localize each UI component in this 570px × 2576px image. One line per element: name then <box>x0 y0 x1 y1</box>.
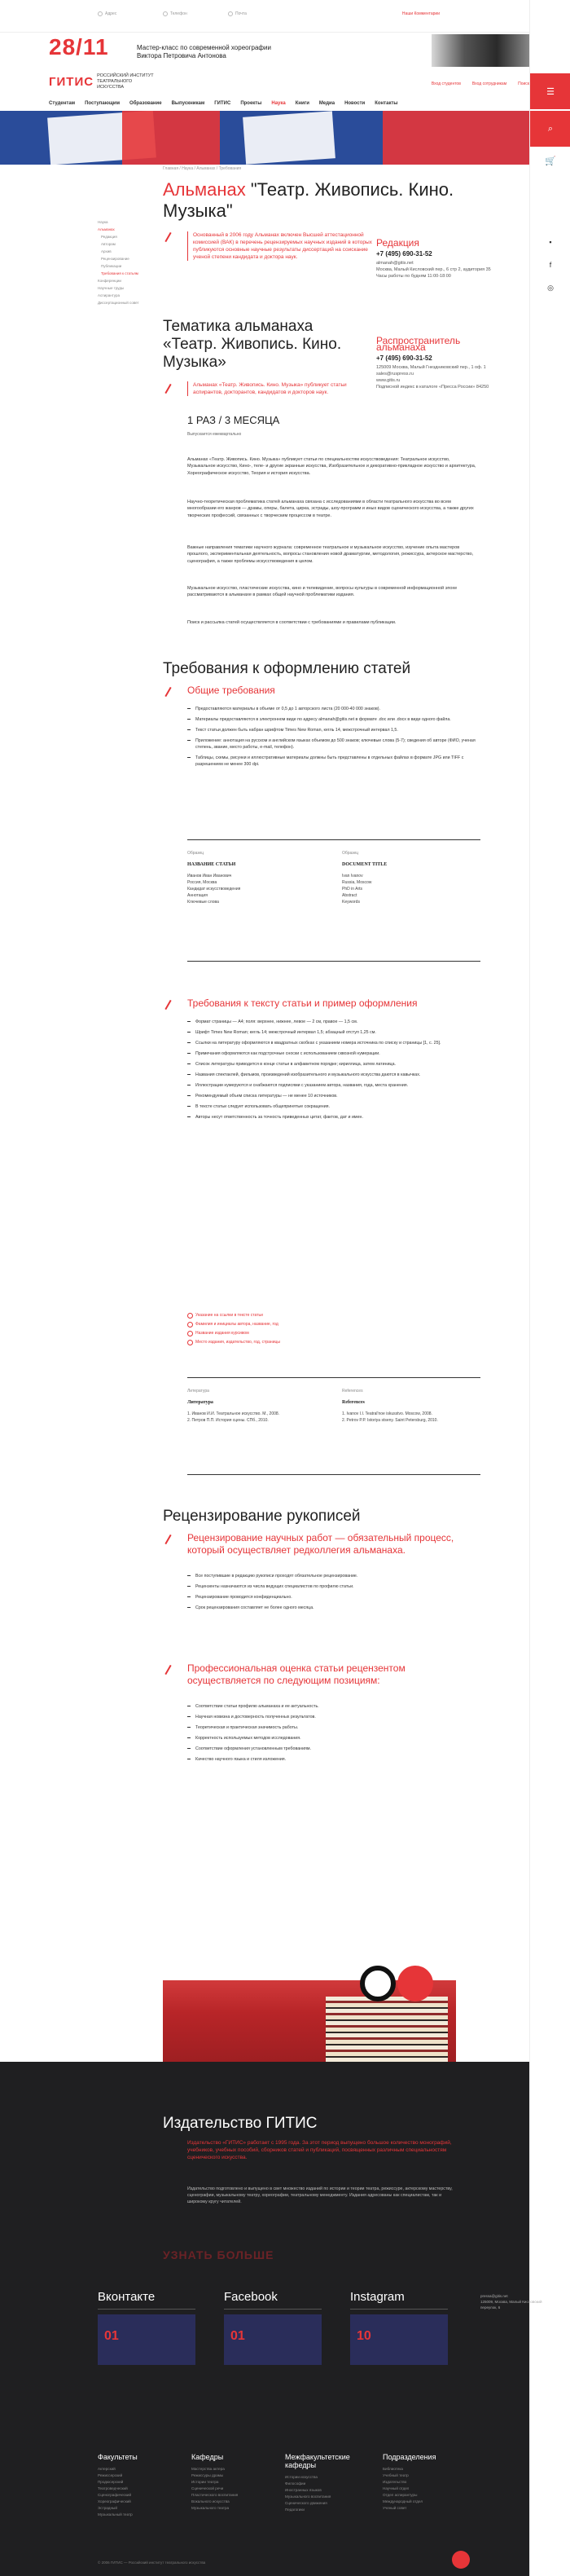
accent-bar <box>164 1535 171 1544</box>
footer-link[interactable]: Отдел аспирантуры <box>383 2493 418 2497</box>
scroll-top-button[interactable] <box>452 2551 470 2569</box>
section-nav-item[interactable]: Конференции <box>98 279 121 283</box>
staff-login-link[interactable]: Вход сотрудникам <box>471 81 507 86</box>
page-title-wrap <box>163 179 489 222</box>
accent-bar <box>164 384 171 394</box>
format-list <box>187 1019 480 1125</box>
sample-line: Russia, Moscow <box>342 880 372 885</box>
facebook-feed[interactable] <box>224 2290 322 2365</box>
logo[interactable] <box>49 73 154 90</box>
search-icon: ⌕ <box>547 123 554 134</box>
facebook-icon: f <box>549 261 552 269</box>
section-nav-item-active[interactable]: Требования к статьям <box>101 271 138 275</box>
list-item: Авторы несут ответственность за точность приведенных цитат, фактов, дат и имен. <box>187 1114 480 1121</box>
requirements-title: Требования к оформлению статей <box>163 660 411 677</box>
references-label: Литература <box>187 1389 209 1394</box>
menu-button[interactable] <box>530 73 570 109</box>
sample-line: Keywords <box>342 900 360 905</box>
reference-line: 1. Ivanov I.I. Teatral'noe iskusstvo. Moscow, 2008. <box>342 1411 432 1416</box>
section-nav-item[interactable]: Авторам <box>101 242 116 246</box>
footer-address: 125009, Москва, Малый Кисловский переулок, 6 <box>480 2300 542 2310</box>
footer-link[interactable]: Музыкального театра <box>191 2506 230 2510</box>
list-item: Рекомендуемый объем списка литературы — не менее 10 источников. <box>187 1093 480 1099</box>
topbar-text: Адрес <box>105 11 117 16</box>
vk-icon: ▪ <box>549 238 552 246</box>
copyright: © 2006 ГИТИС — Российский институт театрального искусства <box>98 2561 206 2565</box>
list-item: Предоставляются материалы в объеме от 0,5 до 1 авторского листа (20 000-40 000 знаков). <box>187 706 480 712</box>
feed-thumb-num: 01 <box>104 2329 119 2343</box>
general-title: Общие требования <box>187 685 275 696</box>
reference-line: 2. Петров П.П. История сцены. СПб., 2010. <box>187 1418 269 1423</box>
section-nav <box>98 218 147 306</box>
feed-thumb-num: 01 <box>230 2329 245 2343</box>
topbar-link[interactable]: Наши Комментарии <box>401 11 440 16</box>
nav-item-active[interactable]: Наука <box>271 101 286 106</box>
list-item: Приложение: аннотация на русском и английском языках объемом до 500 знаков; ключевые слова (5-7); сведения об авторе (ФИО, ученая степень, звание, место работы, e-mail, телефон). <box>187 738 480 751</box>
list-item: Научная новизна и достоверность полученных результатов. <box>187 1714 480 1720</box>
list-item: В тексте статьи следует использовать общепринятые сокращения. <box>187 1103 480 1110</box>
distributor-address: 125009 Москва, Малый Гнездниковский пер., 1 оф. 1 <box>376 365 486 370</box>
references-col-ru <box>187 1388 326 1424</box>
footer-link[interactable]: Музыкального воспитания <box>285 2495 331 2499</box>
location-icon <box>98 11 103 16</box>
editorial-email[interactable]: almanah@gitis.net <box>376 261 414 266</box>
review-criteria-list <box>187 1703 480 1767</box>
topbar-item[interactable] <box>163 11 187 16</box>
feed-title: Вконтакте <box>98 2290 156 2304</box>
list-item: Примечания оформляются как подстрочные сноски с использованием сквозной нумерации. <box>187 1050 480 1057</box>
right-sidebar <box>529 0 570 2576</box>
decor-circle <box>397 1966 433 2001</box>
footer-link[interactable]: Театроведческий <box>98 2486 128 2490</box>
footer-column <box>191 2453 281 2512</box>
footer-link[interactable]: Режиссерский <box>98 2473 123 2477</box>
list-item: Формат страницы — А4; поля: верхнее, нижнее, левое — 2 см, правое — 1,5 см. <box>187 1019 480 1025</box>
book-stack <box>326 1997 448 2062</box>
editorial-address: Москва, Малый Кисловский пер., 6 стр 2, аудитория 35 <box>376 267 491 272</box>
footer-column <box>285 2453 375 2513</box>
facebook-link[interactable] <box>530 261 570 269</box>
notes-list <box>187 1312 480 1348</box>
sample-title: НАЗВАНИЕ СТАТЬИ <box>187 862 236 867</box>
nav-item[interactable]: Студентам <box>49 101 76 106</box>
footer-link[interactable]: Пластического воспитания <box>191 2493 239 2497</box>
sample-col-ru <box>187 850 326 905</box>
section-nav-item-active[interactable]: Альманах <box>98 227 115 231</box>
search-button[interactable] <box>530 111 570 147</box>
footer-column-title: Кафедры <box>191 2453 224 2461</box>
title-rest: "Театр. Живопись. Кино. Музыка" <box>163 179 454 221</box>
review-sub: Профессиональная оценка статьи рецензентом осуществляется по следующим позициям: <box>187 1662 406 1686</box>
references-label: References <box>342 1389 363 1394</box>
topbar-text: Телефон <box>170 11 187 16</box>
list-item: Рецензирование проводится конфиденциально. <box>187 1594 480 1601</box>
editorial-contacts <box>376 236 498 280</box>
thematic-paragraph: Важные направления тематики научного журнала: современное театральное и музыкальное искусство, изучение опыта мастеров прошлого, экспериментальная деятельность, вопросы становления новой драматургии, методология, режиссура, актерское мастерство, сценография, а также проблемы искусствоведения в целом. <box>187 545 474 564</box>
footer-column <box>383 2453 472 2512</box>
note-item: Указание на ссылки в тексте статьи <box>187 1312 480 1319</box>
accent-bar <box>164 232 171 242</box>
footer-link[interactable]: Вокального искусства <box>191 2499 230 2503</box>
footer-link[interactable]: Продюсерский <box>98 2480 124 2484</box>
thematic-paragraph: Музыкальное искусство, пластические искусства, кино и телевидение, вопросы культуры в современной информационной эпохе рассматриваются в альманахе в рамках общей научной проблематики издания. <box>187 586 458 598</box>
footer-link[interactable]: Хореографический <box>98 2499 131 2503</box>
footer-link[interactable]: Библиотека <box>383 2467 403 2471</box>
vk-link[interactable] <box>530 238 570 246</box>
list-item: Текст статьи должен быть набран шрифтом Times New Roman, кегль 14, межстрочный интервал 1,5. <box>187 727 480 733</box>
instagram-icon: ◎ <box>547 284 554 292</box>
list-item: Соответствие статьи профилю альманаха и ее актуальность. <box>187 1703 480 1710</box>
footer-contacts <box>480 2293 546 2310</box>
footer-link[interactable]: Издательство <box>383 2480 407 2484</box>
review-list <box>187 1573 480 1615</box>
editorial-title: Редакция <box>376 237 419 249</box>
footer-link[interactable]: Учебный театр <box>383 2473 409 2477</box>
footer-column-title: Подразделения <box>383 2453 436 2461</box>
list-item: Соответствие оформления установленным требованиям. <box>187 1746 480 1752</box>
feed-thumb[interactable] <box>224 2314 322 2365</box>
page-title <box>163 179 489 222</box>
feed-thumb-num: 10 <box>357 2329 371 2343</box>
event-text: Мастер-класс по современной хореографии Виктора Петровича Антонова <box>137 44 271 59</box>
format-title: Требования к тексту статьи и пример оформления <box>187 997 418 1009</box>
reference-line: 1. Иванов И.И. Театральное искусство. М., 2008. <box>187 1411 280 1416</box>
references-col-en <box>342 1388 480 1424</box>
nav-item[interactable]: Книги <box>295 101 309 106</box>
accent-bar <box>164 687 171 697</box>
nav-item[interactable]: Выпускникам <box>171 101 205 106</box>
nav-item[interactable]: Новости <box>344 101 366 106</box>
list-item: Качество научного языка и стиля изложения. <box>187 1756 480 1763</box>
list-item: Названия спектаклей, фильмов, произведений изобразительного и музыкального искусства даются в кавычках. <box>187 1072 480 1078</box>
topbar-text: Почта <box>235 11 247 16</box>
menu-icon: ☰ <box>546 86 555 97</box>
topbar-item[interactable] <box>228 11 247 16</box>
sample-label: Образец <box>187 851 204 856</box>
topbar <box>0 0 529 33</box>
cart-button[interactable] <box>530 143 570 178</box>
list-item: Все поступившие в редакцию рукописи проходят обязательное рецензирование. <box>187 1573 480 1579</box>
header-links <box>432 81 529 86</box>
nav-item[interactable]: Образование <box>129 101 162 106</box>
publisher-lead: Издательство «ГИТИС» работает с 1995 года. За этот период выпущено большое количество монографий, учебников, учебных пособий, сборников статей и публикаций, посвященных различным специальностям сценического искусства. <box>187 2140 452 2160</box>
note-item: Название издания курсивом <box>187 1330 480 1336</box>
sample-line: Иванов Иван Иванович <box>187 874 232 878</box>
review-lead: Рецензирование научных работ — обязательный процесс, который осуществляет редколлегия альманаха. <box>187 1532 454 1556</box>
feed-title: Instagram <box>350 2290 405 2304</box>
thematic-paragraph: Поиск и рассылка статей осуществляется в соответствии с требованиями и правилами публикации. <box>187 620 397 625</box>
section-nav-item[interactable]: Редакция <box>101 235 117 239</box>
thematic-title: Тематика альманаха «Театр. Живопись. Кино. Музыка» <box>163 318 342 371</box>
footer-link[interactable]: Сценического движения <box>285 2501 327 2505</box>
nav-item[interactable]: Медиа <box>318 101 335 106</box>
students-login-link[interactable]: Вход студентов <box>431 81 461 86</box>
list-item: Теоретическая и практическая значимость работы. <box>187 1724 480 1731</box>
footer-link[interactable]: Режиссуры драмы <box>191 2473 224 2477</box>
references-title: Литература <box>187 1400 213 1405</box>
footer-link[interactable]: Сценографический <box>98 2493 132 2497</box>
list-item: Корректность используемых методов исследования. <box>187 1735 480 1742</box>
phone-icon <box>163 11 168 16</box>
list-item: Ссылки на литературу оформляются в квадратных скобках с указанием номера источника по списку и страницы [1, с. 25]. <box>187 1040 480 1046</box>
publisher-text: Издательство подготовлено и выпущено в свет множество изданий по истории и теории театра, режиссуре, актерскому мастерству, сценографии, музыкальному театру, хореографии, театральному менеджменту. Издания адресованы как специалистам, так и широкому кругу читателей. <box>187 2186 453 2204</box>
feed-title: Facebook <box>224 2290 278 2304</box>
list-item: Материалы предоставляются в электронном виде по адресу almanah@gitis.net в формате .doc или .docx в виде одного файла. <box>187 716 480 723</box>
review-title: Рецензирование рукописей <box>163 1508 361 1525</box>
editorial-phone[interactable]: +7 (495) 690-31-52 <box>376 250 432 258</box>
nav-item[interactable]: Поступающим <box>85 101 121 106</box>
sample-label: Образец <box>342 851 359 856</box>
main-nav <box>49 98 529 109</box>
general-list <box>187 706 480 772</box>
title-prefix: Альманах <box>163 179 246 200</box>
feed-thumb[interactable] <box>350 2314 448 2365</box>
logo-text: РОССИЙСКИЙ ИНСТИТУТ ТЕАТРАЛЬНОГО ИСКУССТВА <box>97 73 154 90</box>
search-link[interactable]: Поиск <box>518 81 529 86</box>
publisher-section <box>0 2062 542 2576</box>
thematic-lead: Альманах «Театр. Живопись. Кино. Музыка» публикует статьи аспирантов, докторантов, кандидатов и докторов наук. <box>187 381 375 396</box>
nav-item[interactable]: Контакты <box>375 101 398 106</box>
footer-link[interactable]: Сценической речи <box>191 2486 224 2490</box>
topbar-item[interactable] <box>98 11 116 16</box>
footer-link[interactable]: Мастерства актера <box>191 2467 225 2471</box>
sample-line: Abstract <box>342 893 357 898</box>
thematic-paragraph: Научно-теоретическая проблематика статей альманаха связана с исследованиями в области театрального искусства во всем многообразии его жанров — драмы, оперы, балета, цирка, эстрады, шоу-программ и иных видов сценического искусства, а также других творческих профессий, связанных с творческим процессом в театре. <box>187 500 474 518</box>
note-item: Место издания, издательство, год, страницы <box>187 1339 480 1345</box>
sample-line: PhD in Arts <box>342 887 363 892</box>
sample-line: Аннотация <box>187 893 208 898</box>
footer-column-title: Факультеты <box>98 2453 138 2461</box>
event-date: 28/11 <box>49 34 109 59</box>
references-title: References <box>342 1400 365 1405</box>
cart-icon: 🛒 <box>545 156 556 166</box>
sample-line: Россия, Москва <box>187 880 217 885</box>
footer-link[interactable]: Эстрадный <box>98 2506 117 2510</box>
divider <box>350 2309 448 2310</box>
feed-thumb[interactable] <box>98 2314 195 2365</box>
frequency: 1 РАЗ / 3 МЕСЯЦА <box>187 414 280 426</box>
footer-link[interactable]: Музыкальный театр <box>98 2512 133 2517</box>
publisher-title: Издательство ГИТИС <box>163 2115 318 2132</box>
footer-link[interactable]: Философии <box>285 2481 306 2486</box>
banner-paper <box>243 111 335 165</box>
accent-bar <box>164 1000 171 1010</box>
list-item: Срок рецензирования составляет не более одного месяца. <box>187 1605 480 1611</box>
event-photo <box>432 34 529 67</box>
distributor-site[interactable]: www.gitis.ru <box>376 378 401 383</box>
divider <box>224 2309 322 2310</box>
references-box <box>187 1377 480 1475</box>
distributor-title: Распространитель альманаха <box>376 335 461 353</box>
distributor-email[interactable]: sales@ruspress.ru <box>376 372 414 376</box>
section-nav-item[interactable]: Публикации <box>101 264 122 268</box>
hero-banner <box>0 111 529 165</box>
footer-link[interactable]: Научный отдел <box>383 2486 410 2490</box>
divider <box>98 2309 195 2310</box>
nav-item[interactable]: Проекты <box>240 101 262 106</box>
distributor-phone[interactable]: +7 (495) 690-31-52 <box>376 354 432 362</box>
list-item: Шрифт Times New Roman; кегль 14; межстрочный интервал 1,5; абзацный отступ 1,25 см. <box>187 1029 480 1036</box>
distributor-note: Подписной индекс в каталоге «Пресса России» 84250 <box>376 385 489 390</box>
logo-mark: ГИТИС <box>49 75 94 89</box>
distributor-contacts <box>376 334 498 390</box>
learn-more-link[interactable]: УЗНАТЬ БОЛЬШЕ <box>163 2248 274 2261</box>
footer-link[interactable]: Истории театра <box>191 2480 219 2484</box>
instagram-link[interactable] <box>530 284 570 293</box>
footer-link[interactable]: Педагогики <box>285 2508 305 2512</box>
mail-icon <box>228 11 233 16</box>
section-nav-item[interactable]: Научные труды <box>98 286 125 290</box>
editorial-hours: Часы работы по будням 11:00-18:00 <box>376 274 451 279</box>
footer-column <box>98 2453 187 2518</box>
thematic-paragraph: Альманах «Театр. Живопись. Кино. Музыка» публикует статьи по специальностям искусствоведения: Театральное искусство, Музыкальное искусство, Кино-, теле- и другие экранные искусства, Изобразительное и декоративно-прикладное искусство и архитектура, Хореографическое искусство, Теория и история искусства. <box>187 457 476 476</box>
header <box>49 68 529 98</box>
sample-title: DOCUMENT TITLE <box>342 862 388 867</box>
list-item: Иллюстрации нумеруются и снабжаются подписями с указанием автора, названия, года, места хранения. <box>187 1082 480 1089</box>
banner-accent <box>383 111 529 165</box>
breadcrumb[interactable]: Главная / Наука / Альманах / Требования <box>163 166 242 171</box>
section-nav-item[interactable]: Архив <box>101 249 112 253</box>
section-nav-item[interactable]: Аспирантура <box>98 293 121 297</box>
decor-circle <box>360 1966 396 2001</box>
sample-box <box>187 839 480 962</box>
note-item: Фамилия и инициалы автора, название, год <box>187 1321 480 1328</box>
footer-link[interactable]: Актерский <box>98 2467 116 2471</box>
section-nav-item[interactable]: Диссертационный совет <box>98 301 139 305</box>
footer-column-title: Межфакультетские кафедры <box>285 2453 350 2469</box>
nav-item[interactable]: ГИТИС <box>214 101 231 106</box>
sample-line: Ivan Ivanov <box>342 874 363 878</box>
event-promo[interactable] <box>49 34 529 67</box>
sample-line: Кандидат искусствоведения <box>187 887 241 892</box>
accent-bar <box>164 1665 171 1675</box>
footer-email[interactable]: pressa@gitis.net <box>480 2294 508 2298</box>
footer-link[interactable]: Иностранных языков <box>285 2488 322 2492</box>
list-item: Рецензенты назначаются из числа ведущих специалистов по профилю статьи. <box>187 1583 480 1590</box>
sample-line: Ключевые слова <box>187 900 219 905</box>
vk-feed[interactable] <box>98 2290 195 2365</box>
section-nav-item[interactable]: Наука <box>98 220 108 224</box>
reference-line: 2. Petrov P.P. Istoriya stseny. Saint Petersburg, 2010. <box>342 1418 438 1423</box>
intro-text: Основанный в 2006 году Альманах включен Высшей аттестационной комиссией (ВАК) в перечень рецензируемых научных изданий в которых публикуются основные научные результаты диссертаций на соискание ученой степени кандидата и доктора наук. <box>187 231 375 261</box>
frequency-sub: Выпускается ежеквартально <box>187 432 242 437</box>
instagram-feed[interactable] <box>350 2290 448 2365</box>
section-nav-item[interactable]: Рецензирование <box>101 257 129 261</box>
list-item: Список литературы приводится в конце статьи в алфавитном порядке; кириллица, затем латиница. <box>187 1061 480 1068</box>
footer-link[interactable]: Ученый совет <box>383 2506 407 2510</box>
banner-accent <box>122 111 220 165</box>
footer-link[interactable]: Истории искусства <box>285 2475 318 2479</box>
sample-col-en <box>342 850 480 905</box>
list-item: Таблицы, схемы, рисунки и иллюстративные материалы должны быть представлены в отдельных файлах в формате JPG или TIFF с разрешением не менее 300 dpi. <box>187 755 480 768</box>
footer-link[interactable]: Международный отдел <box>383 2499 423 2503</box>
